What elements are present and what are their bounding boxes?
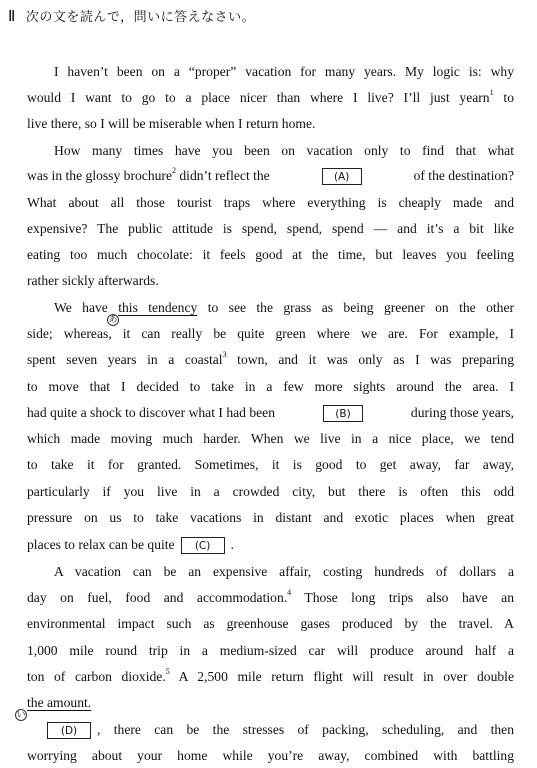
- text-line: particularly if you live in a crowded city, but there is often this odd: [27, 484, 514, 499]
- text-line: had quite a shock to discover what I had been (B) during those years,: [27, 405, 514, 420]
- text-line: would I want to go to a place nicer than where I live? I’ll just yearn$^1$ to: [27, 88, 514, 105]
- question-number: Ⅱ: [8, 9, 16, 25]
- footnote-marker: 4: [287, 588, 292, 597]
- underlined-phrase-i: the amount.: [27, 695, 92, 710]
- text-line: A vacation can be an expensive affair, costing hundreds of dollars a: [54, 564, 514, 579]
- blank-box-c: (C): [181, 537, 225, 554]
- text-line: We have this tendency to see the grass as being greener on the other: [54, 300, 515, 315]
- text-line: I haven’t been on a “proper” vacation for many years. My logic is: why: [54, 64, 514, 79]
- underline-mark-a: あ: [108, 315, 118, 325]
- question-instruction: 次の文を読んで，問いに答えなさい。: [25, 10, 256, 25]
- text-line: to move that I decided to take in a few more sights around the area. I: [27, 379, 514, 394]
- text-line: [27, 693, 514, 713]
- blank-box-b: (B): [323, 405, 363, 422]
- text-line: day on fuel, food and accommodation.$^4$ Those long trips also have an: [27, 588, 514, 605]
- text-line: What about all those tourist traps where everything is cheaply made and: [27, 195, 514, 210]
- underlined-phrase-a: this tendency: [118, 300, 198, 315]
- text-line: side; whereas, it can really be quite green where we are. For example, I: [27, 326, 514, 341]
- text-line: worrying about your home while you’re away, combined with battling: [27, 748, 514, 763]
- footnote-marker: 2: [171, 166, 176, 175]
- text-line: rather sickly afterwards.: [27, 273, 159, 288]
- text-line: to take it for granted. Sometimes, it is good to get away, far away,: [27, 457, 514, 472]
- text-line: pressure on us to take vacations in distant and exotic places when great: [27, 510, 514, 525]
- text-line: places to relax can be quite (C) .: [27, 537, 234, 552]
- text-line: which made moving much harder. When we live in a nice place, we tend: [27, 431, 514, 446]
- text-line: live there, so I will be miserable when I return home.: [27, 116, 316, 131]
- question-header: [8, 6, 255, 26]
- text-line: How many times have you been on vacation only to find that what: [54, 143, 514, 158]
- text-line: was in the glossy brochure$^2$ didn’t reflect the (A) of the destination?: [27, 166, 514, 183]
- blank-box-a: (A): [322, 168, 362, 185]
- footnote-marker: 1: [489, 88, 494, 97]
- footnote-marker: 5: [165, 667, 170, 676]
- text-line: 1,000 mile round trip in a medium-sized car will produce around half a: [27, 643, 514, 658]
- blank-box-d: (D): [47, 722, 91, 739]
- text-line: (D) , there can be the stresses of packing, scheduling, and then: [27, 720, 514, 740]
- footnote-marker: 3: [222, 350, 227, 359]
- underline-mark-i: い: [16, 710, 26, 720]
- text-line: expensive? The public attitude is spend, spend, spend — and it’s a bit like: [27, 221, 514, 236]
- text-line: ton of carbon dioxide.$^5$ A 2,500 mile return flight will result in over double: [27, 667, 514, 684]
- text-line: eating too much chocolate: it feels good at the time, but leaves you feeling: [27, 247, 514, 262]
- text-line: environmental impact such as greenhouse gases produced by the travel. A: [27, 616, 514, 631]
- text-line: spent seven years in a coastal$^3$ town, and it was only as I was preparing: [27, 350, 514, 367]
